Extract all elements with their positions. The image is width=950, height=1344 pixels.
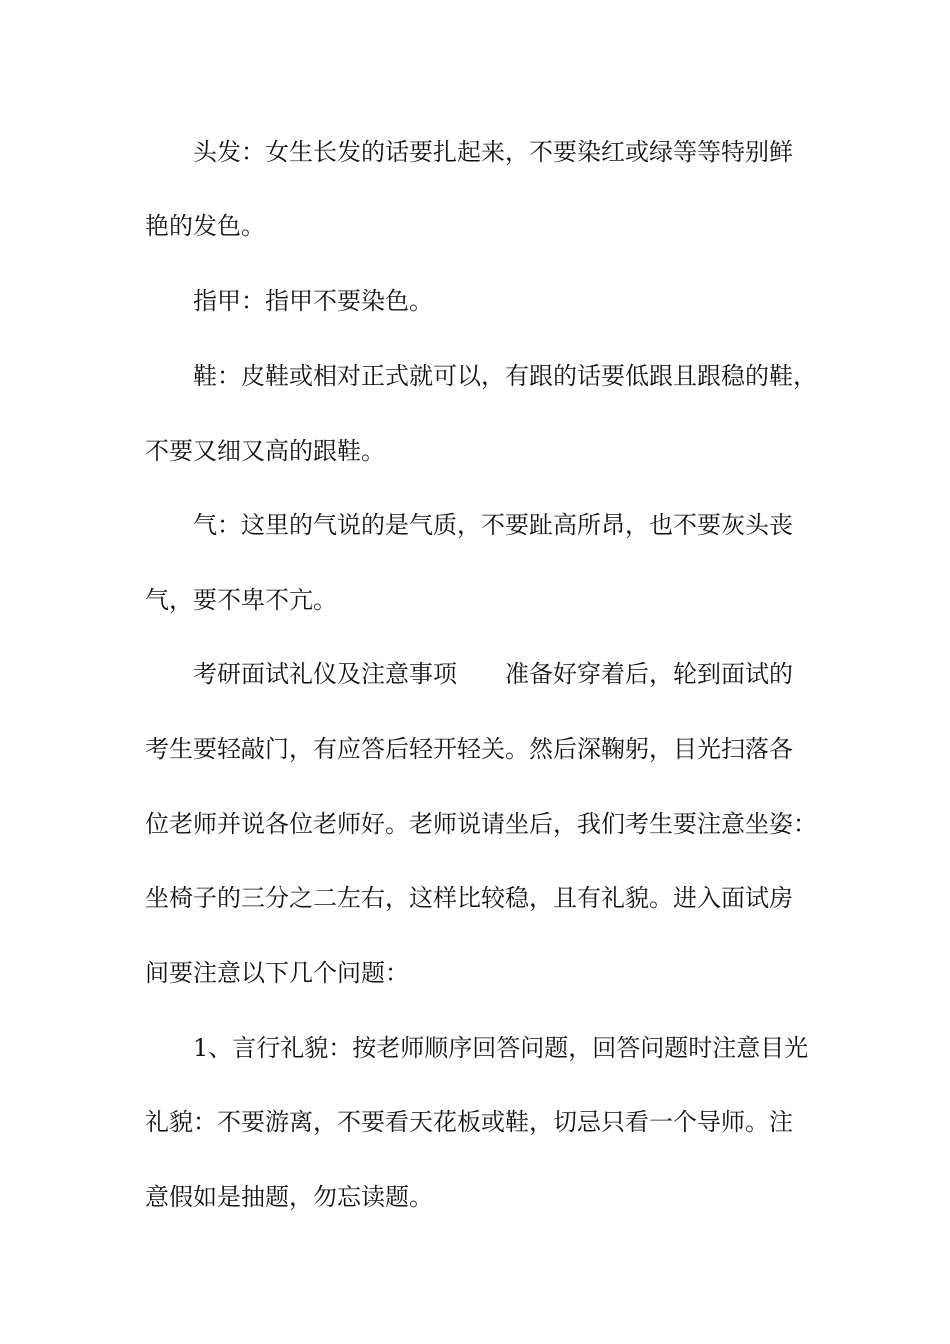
paragraph-etiquette-line-5: 间要注意以下几个问题： — [145, 959, 409, 987]
paragraph-temperament-line-2: 气，要不卑不亢。 — [145, 586, 337, 614]
paragraph-shoes-line-2: 不要又细又高的跟鞋。 — [145, 437, 385, 465]
paragraph-nails-line-1: 指甲：指甲不要染色。 — [193, 287, 433, 315]
paragraph-point-1-line-3: 意假如是抽题，勿忘读题。 — [145, 1183, 433, 1211]
paragraph-point-1-line-2: 礼貌：不要游离，不要看天花板或鞋，切忌只看一个导师。注 — [145, 1108, 793, 1136]
paragraph-temperament-line-1: 气：这里的气说的是气质，不要趾高所昂，也不要灰头丧 — [193, 511, 793, 539]
paragraph-point-1-line-1: 1、言行礼貌：按老师顺序回答问题，回答问题时注意目光 — [193, 1034, 809, 1062]
paragraph-etiquette-line-4: 坐椅子的三分之二左右，这样比较稳，且有礼貌。进入面试房 — [145, 884, 793, 912]
paragraph-etiquette-line-3: 位老师并说各位老师好。老师说请坐后，我们考生要注意坐姿： — [145, 810, 817, 838]
paragraph-etiquette-line-2: 考生要轻敲门，有应答后轻开轻关。然后深鞠躬，目光扫落各 — [145, 735, 793, 763]
paragraph-etiquette-line-1: 考研面试礼仪及注意事项 准备好穿着后，轮到面试的 — [193, 660, 793, 688]
paragraph-hair-line-2: 艳的发色。 — [145, 212, 265, 240]
paragraph-shoes-line-1: 鞋：皮鞋或相对正式就可以，有跟的话要低跟且跟稳的鞋， — [193, 362, 817, 390]
paragraph-hair-line-1: 头发：女生长发的话要扎起来，不要染红或绿等等特别鲜 — [193, 138, 793, 166]
